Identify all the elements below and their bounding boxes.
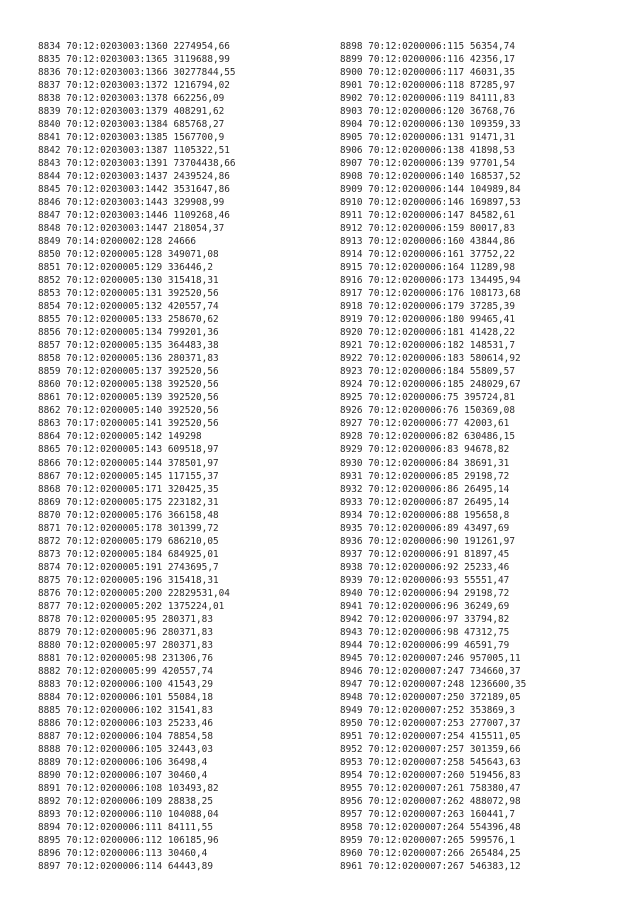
record-line: 8936 70:12:0200006:90 191261,97 — [340, 535, 515, 547]
record-line: 8885 70:12:0200006:102 31541,83 — [38, 704, 213, 716]
record-line: 8948 70:12:0200007:250 372189,05 — [340, 691, 521, 703]
record-line: 8906 70:12:0200006:138 41898,53 — [340, 145, 515, 157]
record-line: 8894 70:12:0200006:111 84111,55 — [38, 821, 213, 833]
record-line: 8855 70:12:0200005:133 258670,62 — [38, 314, 219, 326]
record-line: 8836 70:12:0203003:1366 30277844,55 — [38, 67, 236, 79]
record-line: 8927 70:12:0200006:77 42003,61 — [340, 418, 510, 430]
record-line: 8849 70:14:0200002:128 24666 — [38, 236, 197, 248]
record-line: 8924 70:12:0200006:185 248029,67 — [340, 379, 521, 391]
record-line: 8834 70:12:0203003:1360 2274954,66 — [38, 41, 230, 52]
record-line: 8852 70:12:0200005:130 315418,31 — [38, 275, 219, 287]
record-line: 8905 70:12:0200006:131 91471,31 — [340, 132, 515, 144]
record-line: 8961 70:12:0200007:267 546383,12 — [340, 860, 521, 872]
record-line: 8943 70:12:0200006:98 47312,75 — [340, 626, 510, 638]
record-line: 8956 70:12:0200007:262 488072,98 — [340, 795, 521, 807]
record-line: 8863 70:17:0200005:141 392520,56 — [38, 418, 219, 430]
record-line: 8865 70:12:0200005:143 609518,97 — [38, 444, 219, 456]
record-line: 8870 70:12:0200005:176 366158,48 — [38, 509, 219, 521]
record-line: 8888 70:12:0200006:105 32443,03 — [38, 743, 213, 755]
record-line: 8880 70:12:0200005:97 280371,83 — [38, 639, 213, 651]
record-line: 8848 70:12:0203003:1447 218054,37 — [38, 223, 225, 235]
record-line: 8850 70:12:0200005:128 349071,08 — [38, 249, 219, 261]
record-line: 8876 70:12:0200005:200 22829531,04 — [38, 587, 230, 599]
record-line: 8882 70:12:0200005:99 420557,74 — [38, 665, 213, 677]
record-line: 8837 70:12:0203003:1372 1216794,02 — [38, 80, 230, 92]
record-line: 8839 70:12:0203003:1379 408291,62 — [38, 106, 225, 118]
record-line: 8896 70:12:0200006:113 30460,4 — [38, 847, 208, 859]
record-line: 8945 70:12:0200007:246 957005,11 — [340, 652, 521, 664]
record-line: 8931 70:12:0200006:85 29198,72 — [340, 470, 510, 482]
record-line: 8909 70:12:0200006:144 104989,84 — [340, 184, 521, 196]
record-line: 8902 70:12:0200006:119 84111,83 — [340, 93, 515, 105]
record-line: 8892 70:12:0200006:109 28838,25 — [38, 795, 213, 807]
record-line: 8923 70:12:0200006:184 55809,57 — [340, 366, 515, 378]
record-line: 8847 70:12:0203003:1446 1109268,46 — [38, 210, 230, 222]
record-line: 8952 70:12:0200007:257 301359,66 — [340, 743, 521, 755]
record-line: 8947 70:12:0200007:248 1236600,35 — [340, 678, 527, 690]
record-line: 8886 70:12:0200006:103 25233,46 — [38, 717, 213, 729]
record-line: 8958 70:12:0200007:264 554396,48 — [340, 821, 521, 833]
record-line: 8845 70:12:0203003:1442 3531647,86 — [38, 184, 230, 196]
record-line: 8867 70:12:0200005:145 117155,37 — [38, 470, 219, 482]
record-line: 8918 70:12:0200006:179 37285,39 — [340, 301, 515, 313]
record-line: 8921 70:12:0200006:182 148531,7 — [340, 340, 515, 352]
record-line: 8860 70:12:0200005:138 392520,56 — [38, 379, 219, 391]
record-line: 8869 70:12:0200005:175 223182,31 — [38, 496, 219, 508]
record-line: 8913 70:12:0200006:160 43844,86 — [340, 236, 515, 248]
record-line: 8932 70:12:0200006:86 26495,14 — [340, 483, 510, 495]
record-line: 8939 70:12:0200006:93 55551,47 — [340, 574, 510, 586]
record-line: 8842 70:12:0203003:1387 1105322,51 — [38, 145, 230, 157]
record-line: 8871 70:12:0200005:178 301399,72 — [38, 522, 219, 534]
record-line: 8955 70:12:0200007:261 758380,47 — [340, 782, 521, 794]
record-line: 8916 70:12:0200006:173 134495,94 — [340, 275, 521, 287]
record-line: 8858 70:12:0200005:136 280371,83 — [38, 353, 219, 365]
left-column — [38, 40, 328, 873]
record-line: 8920 70:12:0200006:181 41428,22 — [340, 327, 515, 339]
record-line: 8868 70:12:0200005:171 320425,35 — [38, 483, 219, 495]
record-line: 8925 70:12:0200006:75 395724,81 — [340, 392, 515, 404]
record-line: 8883 70:12:0200006:100 41543,29 — [38, 678, 213, 690]
record-line: 8908 70:12:0200006:140 168537,52 — [340, 171, 521, 183]
record-line: 8922 70:12:0200006:183 580614,92 — [340, 353, 521, 365]
record-line: 8929 70:12:0200006:83 94678,82 — [340, 444, 510, 456]
record-line: 8856 70:12:0200005:134 799201,36 — [38, 327, 219, 339]
record-line: 8926 70:12:0200006:76 150369,08 — [340, 405, 515, 417]
record-line: 8872 70:12:0200005:179 686210,05 — [38, 535, 219, 547]
record-line: 8884 70:12:0200006:101 55084,18 — [38, 691, 213, 703]
record-line: 8861 70:12:0200005:139 392520,56 — [38, 392, 219, 404]
record-line: 8938 70:12:0200006:92 25233,46 — [340, 561, 510, 573]
record-line: 8851 70:12:0200005:129 336446,2 — [38, 262, 213, 274]
record-line: 8903 70:12:0200006:120 36768,76 — [340, 106, 515, 118]
record-line: 8915 70:12:0200006:164 11289,98 — [340, 262, 515, 274]
record-line: 8950 70:12:0200007:253 277007,37 — [340, 717, 521, 729]
record-line: 8887 70:12:0200006:104 78854,58 — [38, 730, 213, 742]
record-line: 8940 70:12:0200006:94 29198,72 — [340, 587, 510, 599]
record-line: 8941 70:12:0200006:96 36249,69 — [340, 600, 510, 612]
record-line: 8960 70:12:0200007:266 265484,25 — [340, 847, 521, 859]
record-line: 8844 70:12:0203003:1437 2439524,86 — [38, 171, 230, 183]
record-line: 8911 70:12:0200006:147 84582,61 — [340, 210, 515, 222]
record-line: 8951 70:12:0200007:254 415511,05 — [340, 730, 521, 742]
record-line: 8846 70:12:0203003:1443 329908,99 — [38, 197, 225, 209]
record-line: 8853 70:12:0200005:131 392520,56 — [38, 288, 219, 300]
record-line: 8917 70:12:0200006:176 108173,68 — [340, 288, 521, 300]
record-line: 8889 70:12:0200006:106 36498,4 — [38, 756, 208, 768]
record-line: 8835 70:12:0203003:1365 3119688,99 — [38, 54, 230, 66]
record-line: 8900 70:12:0200006:117 46031,35 — [340, 67, 515, 79]
record-line: 8914 70:12:0200006:161 37752,22 — [340, 249, 515, 261]
record-line: 8904 70:12:0200006:130 109359,33 — [340, 119, 521, 131]
record-line: 8838 70:12:0203003:1378 662256,09 — [38, 93, 225, 105]
record-line: 8946 70:12:0200007:247 734660,37 — [340, 665, 521, 677]
record-line: 8843 70:12:0203003:1391 73704438,66 — [38, 158, 236, 170]
record-line: 8954 70:12:0200007:260 519456,83 — [340, 769, 521, 781]
record-line: 8937 70:12:0200006:91 81897,45 — [340, 548, 510, 560]
record-line: 8890 70:12:0200006:107 30460,4 — [38, 769, 208, 781]
record-line: 8957 70:12:0200007:263 160441,7 — [340, 808, 515, 820]
record-line: 8895 70:12:0200006:112 106185,96 — [38, 834, 219, 846]
record-line: 8840 70:12:0203003:1384 685768,27 — [38, 119, 225, 131]
record-line: 8949 70:12:0200007:252 353869,3 — [340, 704, 515, 716]
record-line: 8857 70:12:0200005:135 364483,38 — [38, 340, 219, 352]
record-line: 8877 70:12:0200005:202 1375224,01 — [38, 600, 225, 612]
record-line: 8959 70:12:0200007:265 599576,1 — [340, 834, 515, 846]
record-line: 8891 70:12:0200006:108 103493,82 — [38, 782, 219, 794]
record-line: 8875 70:12:0200005:196 315418,31 — [38, 574, 219, 586]
record-line: 8944 70:12:0200006:99 46591,79 — [340, 639, 510, 651]
record-line: 8897 70:12:0200006:114 64443,89 — [38, 860, 213, 872]
record-line: 8953 70:12:0200007:258 545643,63 — [340, 756, 521, 768]
record-line: 8930 70:12:0200006:84 38691,31 — [340, 457, 510, 469]
record-line: 8862 70:12:0200005:140 392520,56 — [38, 405, 219, 417]
record-line: 8910 70:12:0200006:146 169897,53 — [340, 197, 521, 209]
record-line: 8841 70:12:0203003:1385 1567700,9 — [38, 132, 225, 144]
record-line: 8893 70:12:0200006:110 104088,04 — [38, 808, 219, 820]
record-line: 8933 70:12:0200006:87 26495,14 — [340, 496, 510, 508]
record-line: 8859 70:12:0200005:137 392520,56 — [38, 366, 219, 378]
record-line: 8878 70:12:0200005:95 280371,83 — [38, 613, 213, 625]
record-line: 8912 70:12:0200006:159 80017,83 — [340, 223, 515, 235]
record-line: 8919 70:12:0200006:180 99465,41 — [340, 314, 515, 326]
record-line: 8881 70:12:0200005:98 231306,76 — [38, 652, 213, 664]
record-line: 8879 70:12:0200005:96 280371,83 — [38, 626, 213, 638]
record-line: 8854 70:12:0200005:132 420557,74 — [38, 301, 219, 313]
right-column — [340, 40, 630, 873]
record-line: 8874 70:12:0200005:191 2743695,7 — [38, 561, 219, 573]
record-line: 8901 70:12:0200006:118 87285,97 — [340, 80, 515, 92]
record-line: 8899 70:12:0200006:116 42356,17 — [340, 54, 515, 66]
record-line: 8864 70:12:0200005:142 149298 — [38, 431, 202, 443]
record-line: 8942 70:12:0200006:97 33794,82 — [340, 613, 510, 625]
record-line: 8898 70:12:0200006:115 56354,74 — [340, 41, 515, 52]
record-line: 8873 70:12:0200005:184 684925,01 — [38, 548, 219, 560]
record-line: 8928 70:12:0200006:82 630486,15 — [340, 431, 515, 443]
record-line: 8907 70:12:0200006:139 97701,54 — [340, 158, 515, 170]
record-line: 8866 70:12:0200005:144 378501,97 — [38, 457, 219, 469]
record-line: 8935 70:12:0200006:89 43497,69 — [340, 522, 510, 534]
record-line: 8934 70:12:0200006:88 195658,8 — [340, 509, 510, 521]
